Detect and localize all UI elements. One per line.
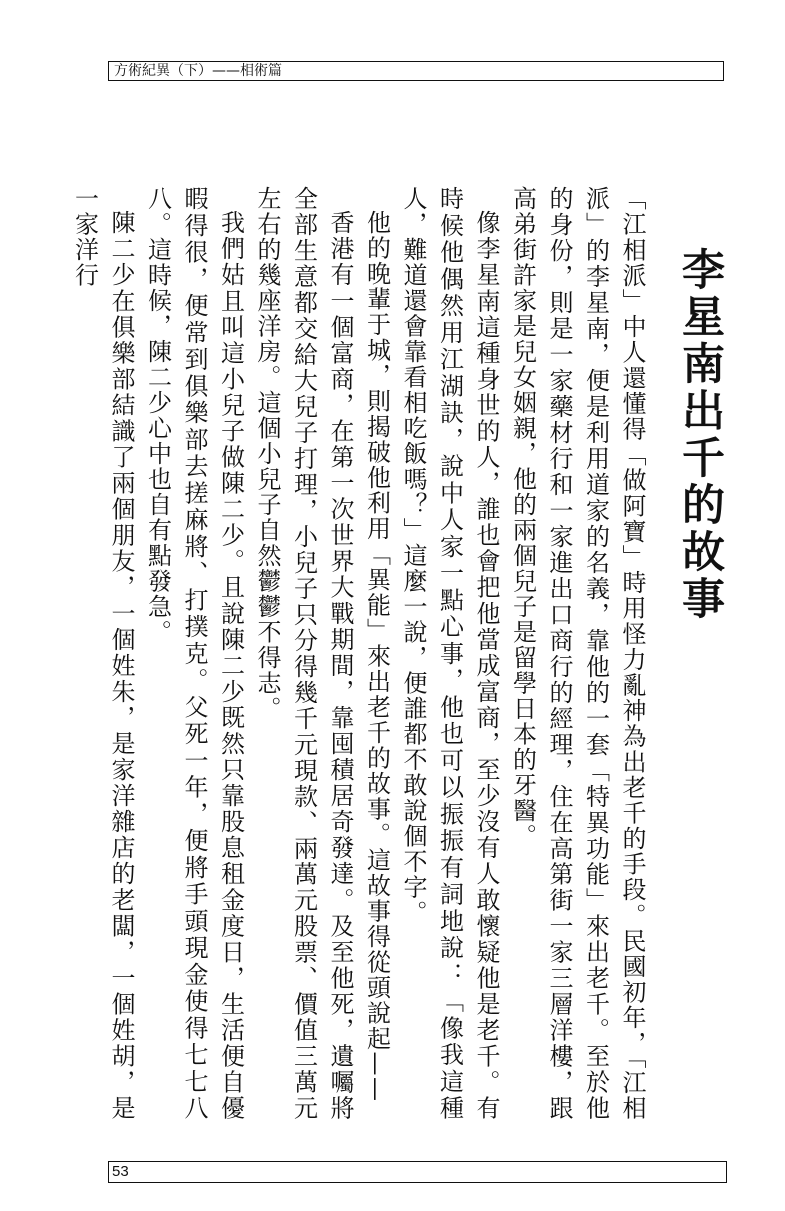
paragraph: 他的晚輩于城，則揭破他利用「異能」來出老千的故事。這故事得從頭說起—— bbox=[362, 210, 391, 1103]
chapter-title: 李星南出千的故事 bbox=[675, 247, 725, 623]
paragraph: 我們姑且叫這小兒子做陳二少。且說陳二少既然只靠股息租金度日，生活便自優暇得很，便常到俱樂部去搓麻將、打撲克。父死一年，便將手頭現金使得七七八八。這時候，陳二少心中也自有點發急。 bbox=[143, 186, 245, 1121]
paragraph: 像李星南這種身世的人，誰也會把他當成富商，至少沒有人敢懷疑他是老千。有時候他偶然用江湖訣，說中人家一點心事，他也可以振振有詞地說：「像我這種人，難道還會靠看相吃飯嗎？」這麼一說，便誰都不敢說個不字。 bbox=[399, 186, 500, 1121]
running-footer bbox=[108, 1161, 727, 1183]
paragraph: 「江相派」中人還懂得「做阿寶」時用怪力亂神為出老千的手段。民國初年，「江相派」的李星南，便是利用道家的名義，靠他的一套「特異功能」來出老千。至於他的身份，則是一家藥材行和一家進出口商行的經理，住在高第街一家三層洋樓，跟高弟街許家是兒女姻親，他的兩個兒子是留學日本的牙醫。 bbox=[508, 186, 646, 1121]
running-header-title: 方術紀異（下）——相術篇 bbox=[114, 63, 282, 79]
running-header bbox=[108, 61, 724, 81]
paragraph: 香港有一個富商，在第一次世界大戰期間，靠囤積居奇發達。及至他死，遺囑將全部生意都交給大兒子打理，小兒子只分得幾千元現款、兩萬元股票、價值三萬元左右的幾座洋房。這個小兒子自然鬱鬱不得志。 bbox=[253, 186, 354, 1121]
paragraph: 陳二少在俱樂部結識了兩個朋友，一個姓朱，是家洋雜店的老闆，一個姓胡，是一家洋行 bbox=[70, 186, 135, 1121]
body-text bbox=[66, 186, 650, 1121]
page-number: 53 bbox=[112, 1163, 129, 1180]
